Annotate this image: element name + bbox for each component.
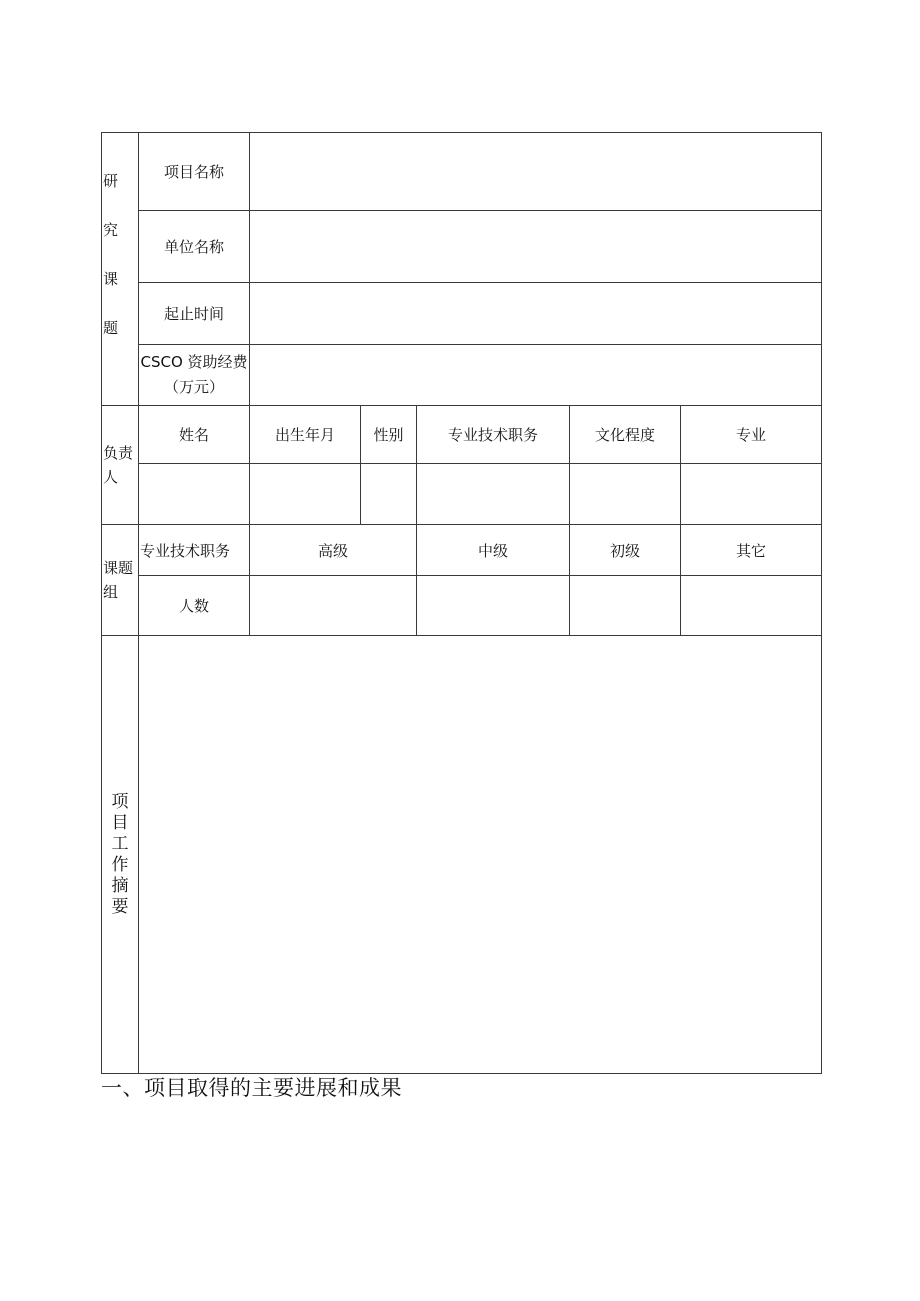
group-level-intermediate: 中级 <box>417 525 570 576</box>
project-name-label: 项目名称 <box>139 133 250 211</box>
group-level-senior: 高级 <box>250 525 417 576</box>
period-label: 起止时间 <box>139 283 250 345</box>
group-count-other-field[interactable] <box>681 576 822 636</box>
side-char: 课 <box>103 270 119 288</box>
leader-gender-field[interactable] <box>361 464 417 525</box>
group-count-junior-field[interactable] <box>570 576 681 636</box>
leader-header-birth: 出生年月 <box>250 406 361 464</box>
summary-char: 项 <box>111 791 129 812</box>
group-level-junior: 初级 <box>570 525 681 576</box>
summary-char: 目 <box>111 812 129 833</box>
summary-field[interactable] <box>139 636 822 1074</box>
funding-label-line1: CSCO 资助经费 <box>140 353 248 371</box>
summary-side-label <box>102 636 139 1074</box>
leader-header-education: 文化程度 <box>570 406 681 464</box>
period-field[interactable] <box>250 283 822 345</box>
summary-char: 作 <box>111 854 129 875</box>
leader-header-gender: 性别 <box>361 406 417 464</box>
summary-char: 要 <box>111 896 129 917</box>
side-text: 组 <box>103 583 119 601</box>
leader-education-field[interactable] <box>570 464 681 525</box>
research-topic-side-label <box>102 133 139 406</box>
side-text: 课题 <box>103 559 134 577</box>
leader-header-title: 专业技术职务 <box>417 406 570 464</box>
leader-header-name: 姓名 <box>139 406 250 464</box>
leader-birth-field[interactable] <box>250 464 361 525</box>
unit-name-label: 单位名称 <box>139 211 250 283</box>
group-count-intermediate-field[interactable] <box>417 576 570 636</box>
funding-label <box>139 345 250 406</box>
leader-title-field[interactable] <box>417 464 570 525</box>
group-level-other: 其它 <box>681 525 822 576</box>
funding-field[interactable] <box>250 345 822 406</box>
leader-header-major: 专业 <box>681 406 822 464</box>
side-text: 负责 <box>103 444 134 462</box>
group-title-label: 专业技术职务 <box>139 525 250 576</box>
project-info-form <box>101 132 822 1074</box>
summary-char: 工 <box>111 833 129 854</box>
unit-name-field[interactable] <box>250 211 822 283</box>
side-text: 人 <box>103 468 119 486</box>
side-char: 研 <box>103 172 119 190</box>
leader-side-label <box>102 406 139 525</box>
leader-major-field[interactable] <box>681 464 822 525</box>
group-count-senior-field[interactable] <box>250 576 417 636</box>
group-side-label <box>102 525 139 636</box>
leader-name-field[interactable] <box>139 464 250 525</box>
summary-char: 摘 <box>111 875 129 896</box>
project-name-field[interactable] <box>250 133 822 211</box>
side-char: 题 <box>103 319 119 337</box>
group-count-label: 人数 <box>139 576 250 636</box>
section-title-progress: 一、项目取得的主要进展和成果 <box>101 1076 402 1100</box>
funding-label-line2: （万元） <box>163 378 224 396</box>
side-char: 究 <box>103 221 119 239</box>
